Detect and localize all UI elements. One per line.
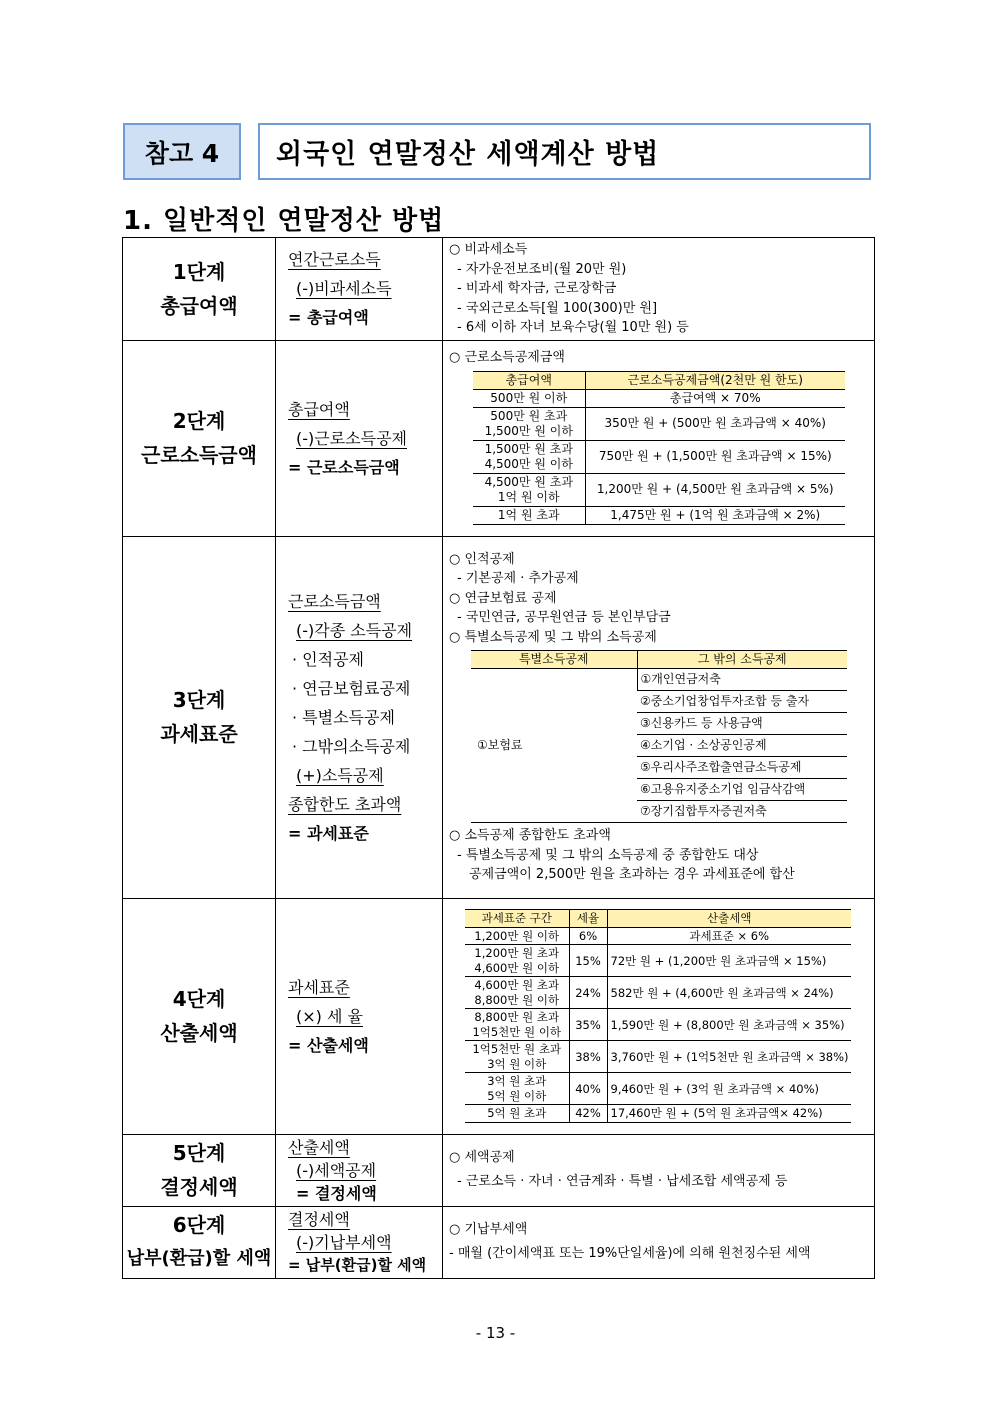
step-name: 과세표준: [160, 722, 238, 746]
step-name: 납부(환급)할 세액: [126, 1248, 272, 1269]
table-cell: ⑦장기집합투자증권저축: [637, 801, 847, 823]
step-label: [123, 238, 276, 341]
table-cell: ③신용카드 등 사용금액: [637, 713, 847, 735]
table-cell: ④소기업 · 소상공인공제: [637, 735, 847, 757]
table-cell: ⑥고용유지중소기업 임금삭감액: [637, 779, 847, 801]
step-label: [123, 1206, 276, 1278]
page-number: - 13 -: [475, 1324, 516, 1342]
table-cell: ①개인연금저축: [637, 669, 847, 691]
step-label: [123, 1134, 276, 1206]
step-notes: [443, 536, 875, 898]
formula-line: (-)비과세소득: [296, 279, 392, 299]
table-cell: 1,200만 원 + (4,500만 원 초과금액 × 5%): [585, 473, 845, 506]
table-row: [465, 927, 851, 945]
tax-rate-table: [465, 909, 851, 1123]
table-cell: 8,800만 원 초과 1억5천만 원 이하: [465, 1009, 569, 1041]
note-line: - 자가운전보조비(월 20만 원): [457, 261, 627, 277]
table-header: 총급여액: [473, 371, 585, 389]
step-notes: [443, 340, 875, 536]
table-header: 과세표준 구간: [465, 910, 569, 928]
formula-line: · 연금보험료공제: [292, 678, 411, 698]
step-stage: 2단계: [172, 409, 226, 433]
formula-result: = 과세표준: [288, 823, 369, 843]
table-cell: 과세표준 × 6%: [607, 927, 851, 945]
table-row: [473, 473, 845, 506]
table-cell: 500만 원 이하: [473, 389, 585, 407]
note-line: ○ 연금보험료 공제: [449, 590, 557, 606]
table-cell: 1,200만 원 초과 4,600만 원 이하: [465, 945, 569, 977]
note-line: 공제금액이 2,500만 원을 초과하는 경우 과세표준에 합산: [469, 867, 795, 882]
note-line: - 특별소득공제 및 그 밖의 소득공제 중 종합한도 대상: [457, 847, 759, 863]
table-cell: ②중소기업창업투자조합 등 출자: [637, 691, 847, 713]
note-line: ○ 근로소득공제금액: [449, 350, 565, 366]
step-row-3: [123, 536, 875, 898]
formula-line: (+)소득공제: [296, 765, 384, 785]
step-label: [123, 898, 276, 1134]
table-cell: 750만 원 + (1,500만 원 초과금액 × 15%): [585, 440, 845, 473]
table-row: [465, 945, 851, 977]
table-cell: 350만 원 + (500만 원 초과금액 × 40%): [585, 407, 845, 440]
formula-line: 연간근로소득: [288, 250, 381, 270]
table-cell: 4,500만 원 초과 1억 원 이하: [473, 473, 585, 506]
table-header: 근로소득공제금액(2천만 원 한도): [585, 371, 845, 389]
table-row: [471, 669, 847, 691]
step-stage: 4단계: [172, 987, 226, 1011]
table-cell: 1억5천만 원 초과 3억 원 이하: [465, 1041, 569, 1073]
step-name: 결정세액: [160, 1175, 238, 1199]
table-cell: 40%: [569, 1073, 607, 1105]
step-formula: [276, 238, 443, 341]
table-cell: 500만 원 초과 1,500만 원 이하: [473, 407, 585, 440]
step-name: 산출세액: [160, 1021, 238, 1045]
step-formula: [276, 1134, 443, 1206]
step-notes: [443, 238, 875, 341]
table-row: [473, 506, 845, 524]
table-cell: 1,475만 원 + (1억 원 초과금액 × 2%): [585, 506, 845, 524]
reference-label: 참고 4: [123, 123, 241, 180]
note-line: - 매월 (간이세액표 또는 19%단일세율)에 의해 원천징수된 세액: [449, 1246, 811, 1261]
table-cell: 3억 원 초과 5억 원 이하: [465, 1073, 569, 1105]
settlement-steps-table: [122, 237, 875, 1279]
formula-line: · 인적공제: [292, 649, 364, 669]
table-cell: 15%: [569, 945, 607, 977]
table-cell: 582만 원 + (4,600만 원 초과금액 × 24%): [607, 977, 851, 1009]
formula-result: = 총급여액: [288, 308, 369, 328]
formula-line: 총급여액: [288, 399, 350, 419]
formula-line: 산출세액: [288, 1137, 350, 1157]
table-cell: 5억 원 초과: [465, 1105, 569, 1123]
formula-line: (-)기납부세액: [296, 1232, 392, 1252]
formula-line: · 특별소득공제: [292, 707, 395, 727]
table-header: 그 밖의 소득공제: [637, 651, 847, 669]
step-row-4: [123, 898, 875, 1134]
formula-line: (-)근로소득공제: [296, 428, 407, 448]
note-line: - 6세 이하 자녀 보육수당(월 10만 원) 등: [457, 320, 689, 335]
step-formula: [276, 898, 443, 1134]
page-title: 외국인 연말정산 세액계산 방법: [258, 123, 871, 180]
step-row-1: [123, 238, 875, 341]
step-row-2: [123, 340, 875, 536]
formula-line: 과세표준: [288, 977, 350, 997]
note-line: - 근로소득 · 자녀 · 연금계좌 · 특별 · 납세조합 세액공제 등: [457, 1174, 788, 1189]
table-row: [473, 389, 845, 407]
table-row: [465, 1073, 851, 1105]
table-cell: 1,500만 원 초과 4,500만 원 이하: [473, 440, 585, 473]
table-row: [465, 1009, 851, 1041]
table-cell: 1,590만 원 + (8,800만 원 초과금액 × 35%): [607, 1009, 851, 1041]
formula-result: = 근로소득금액: [288, 457, 400, 477]
step-stage: 3단계: [172, 688, 226, 712]
note-line: ○ 소득공제 종합한도 초과액: [449, 828, 611, 843]
step-name: 근로소득금액: [141, 443, 257, 467]
table-cell: 17,460만 원 + (5억 원 초과금액× 42%): [607, 1105, 851, 1123]
table-row: [473, 440, 845, 473]
table-cell: 42%: [569, 1105, 607, 1123]
formula-line: (-)각종 소득공제: [296, 620, 413, 640]
step-notes: [443, 1134, 875, 1206]
table-cell: 총급여액 × 70%: [585, 389, 845, 407]
step-label: [123, 340, 276, 536]
step-stage: 5단계: [172, 1141, 226, 1165]
table-row: [465, 1041, 851, 1073]
note-line: - 비과세 학자금, 근로장학금: [457, 281, 617, 296]
formula-line: · 그밖의소득공제: [292, 736, 411, 756]
step-formula: [276, 340, 443, 536]
step-stage: 6단계: [172, 1213, 226, 1237]
table-cell: 3,760만 원 + (1억5천만 원 초과금액 × 38%): [607, 1041, 851, 1073]
step-notes: [443, 898, 875, 1134]
table-cell: 1,200만 원 이하: [465, 927, 569, 945]
note-line: - 국외근로소득[월 100(300)만 원]: [457, 300, 658, 316]
formula-result: = 결정세액: [296, 1183, 377, 1203]
earned-income-deduction-table: [473, 371, 845, 525]
table-cell: ⑤우리사주조합출연금소득공제: [637, 757, 847, 779]
table-row: [473, 407, 845, 440]
table-cell: 38%: [569, 1041, 607, 1073]
formula-line: 결정세액: [288, 1209, 350, 1229]
table-row: [465, 977, 851, 1009]
note-line: ○ 특별소득공제 및 그 밖의 소득공제: [449, 629, 657, 645]
step-label: [123, 536, 276, 898]
table-header: 세율: [569, 910, 607, 928]
note-line: ○ 세액공제: [449, 1150, 515, 1165]
step-notes: [443, 1206, 875, 1278]
formula-line: (-)세액공제: [296, 1160, 377, 1180]
formula-line: 종합한도 초과액: [288, 794, 402, 814]
table-header: 특별소득공제: [471, 651, 637, 669]
note-line: ○ 비과세소득: [449, 242, 528, 257]
note-line: ○ 인적공제: [449, 551, 515, 567]
table-cell: 9,460만 원 + (3억 원 초과금액 × 40%): [607, 1073, 851, 1105]
table-header: 산출세액: [607, 910, 851, 928]
step-formula: [276, 536, 443, 898]
deduction-categories-table: [471, 650, 847, 823]
table-cell: 4,600만 원 초과 8,800만 원 이하: [465, 977, 569, 1009]
table-cell: 24%: [569, 977, 607, 1009]
table-cell: 72만 원 + (1,200만 원 초과금액 × 15%): [607, 945, 851, 977]
formula-result: = 산출세액: [288, 1035, 369, 1055]
formula-result: = 납부(환급)할 세액: [288, 1255, 427, 1274]
section-title: 1. 일반적인 연말정산 방법: [123, 206, 445, 236]
formula-line: (×) 세 율: [296, 1006, 363, 1026]
note-line: - 기본공제 · 추가공제: [457, 571, 579, 586]
step-formula: [276, 1206, 443, 1278]
step-row-6: [123, 1206, 875, 1278]
note-line: ○ 기납부세액: [449, 1222, 528, 1237]
table-row: [465, 1105, 851, 1123]
table-cell: 6%: [569, 927, 607, 945]
table-cell: 35%: [569, 1009, 607, 1041]
formula-line: 근로소득금액: [288, 591, 381, 611]
note-line: - 국민연금, 공무원연금 등 본인부담금: [457, 610, 671, 625]
step-stage: 1단계: [172, 259, 226, 284]
step-name: 총급여액: [160, 293, 238, 318]
step-row-5: [123, 1134, 875, 1206]
table-cell: ①보험료: [471, 669, 637, 823]
table-cell: 1억 원 초과: [473, 506, 585, 524]
